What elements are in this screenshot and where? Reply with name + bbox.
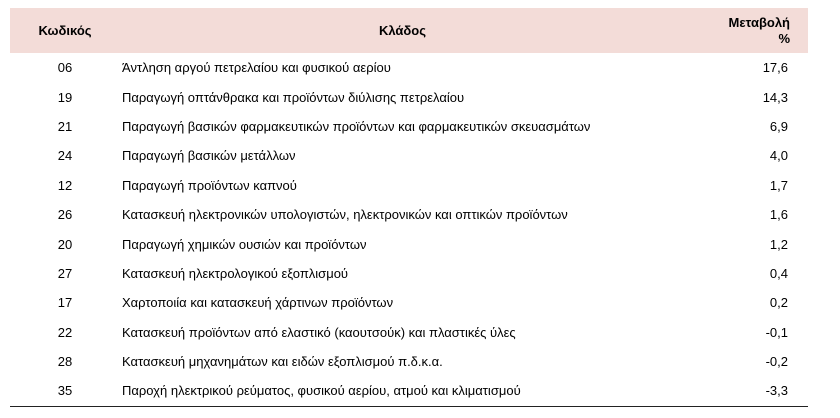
row-change-cell: -0,2 xyxy=(765,354,788,370)
row-change-cell: 1,7 xyxy=(769,177,788,193)
row-change-cell: 1,2 xyxy=(769,236,788,252)
row-sector-cell: Κατασκευή ηλεκτρολογικού εξοπλισμού xyxy=(122,265,349,281)
table-row xyxy=(10,259,808,288)
row-code-cell: 28 xyxy=(57,354,73,370)
row-code-cell: 06 xyxy=(57,60,73,76)
row-change-cell: 6,9 xyxy=(769,118,788,134)
row-code-cell: 27 xyxy=(57,265,73,281)
table-body xyxy=(10,53,808,406)
sector-change-table-container xyxy=(10,8,808,407)
row-change-cell: -3,3 xyxy=(685,376,808,406)
row-change-cell: 17,6 xyxy=(762,60,788,76)
row-change-cell: 1,6 xyxy=(769,207,788,223)
row-code-cell: 21 xyxy=(57,118,73,134)
row-code-cell: 20 xyxy=(57,236,73,252)
header-change xyxy=(685,8,808,53)
header-code: Κωδικός xyxy=(10,8,120,53)
table-row xyxy=(10,112,808,141)
table-row xyxy=(10,53,808,82)
table-row xyxy=(10,376,808,406)
header-change-label: Μεταβολή xyxy=(728,14,790,30)
header-change-unit: % xyxy=(778,30,790,46)
row-sector-cell: Παροχή ηλεκτρικού ρεύματος, φυσικού αερίου, ατμού και κλιματισμού xyxy=(120,376,685,406)
row-sector-cell: Κατασκευή μηχανημάτων και ειδών εξοπλισμού π.δ.κ.α. xyxy=(122,354,443,370)
row-sector-cell: Παραγωγή οπτάνθρακα και προϊόντων διύλισης πετρελαίου xyxy=(122,89,465,105)
row-sector-cell: Παραγωγή χημικών ουσιών και προϊόντων xyxy=(122,236,367,252)
row-sector-cell: Κατασκευή ηλεκτρονικών υπολογιστών, ηλεκτρονικών και οπτικών προϊόντων xyxy=(122,207,568,223)
row-change-cell: 0,2 xyxy=(769,295,788,311)
row-change-cell: 0,4 xyxy=(769,265,788,281)
row-code-cell: 35 xyxy=(10,376,120,406)
row-sector-cell: Άντληση αργού πετρελαίου και φυσικού αερίου xyxy=(122,60,391,76)
row-change-cell: 14,3 xyxy=(762,89,788,105)
row-sector-cell: Χαρτοποιία και κατασκευή χάρτινων προϊόντων xyxy=(122,295,394,311)
header-sector: Κλάδος xyxy=(120,8,685,53)
header-row xyxy=(10,8,808,53)
row-change-cell: -0,1 xyxy=(765,324,788,340)
row-sector-cell: Κατασκευή προϊόντων από ελαστικό (καουτσούκ) και πλαστικές ύλες xyxy=(122,324,516,340)
row-code-cell: 19 xyxy=(57,89,73,105)
row-sector-cell: Παραγωγή προϊόντων καπνού xyxy=(122,177,297,193)
table-row xyxy=(10,141,808,170)
sector-change-table xyxy=(10,8,808,407)
table-row xyxy=(10,82,808,111)
row-code-cell: 12 xyxy=(57,177,73,193)
row-sector-cell: Παραγωγή βασικών μετάλλων xyxy=(122,148,296,164)
row-code-cell: 24 xyxy=(57,148,73,164)
table-header xyxy=(10,8,808,53)
table-row xyxy=(10,200,808,229)
table-row xyxy=(10,171,808,200)
row-code-cell: 26 xyxy=(57,207,73,223)
table-row xyxy=(10,347,808,376)
row-change-cell: 4,0 xyxy=(769,148,788,164)
row-code-cell: 17 xyxy=(57,295,73,311)
table-row xyxy=(10,318,808,347)
row-sector-cell: Παραγωγή βασικών φαρμακευτικών προϊόντων και φαρμακευτικών σκευασμάτων xyxy=(122,118,591,134)
row-code-cell: 22 xyxy=(57,324,73,340)
table-row xyxy=(10,288,808,317)
table-row xyxy=(10,229,808,258)
